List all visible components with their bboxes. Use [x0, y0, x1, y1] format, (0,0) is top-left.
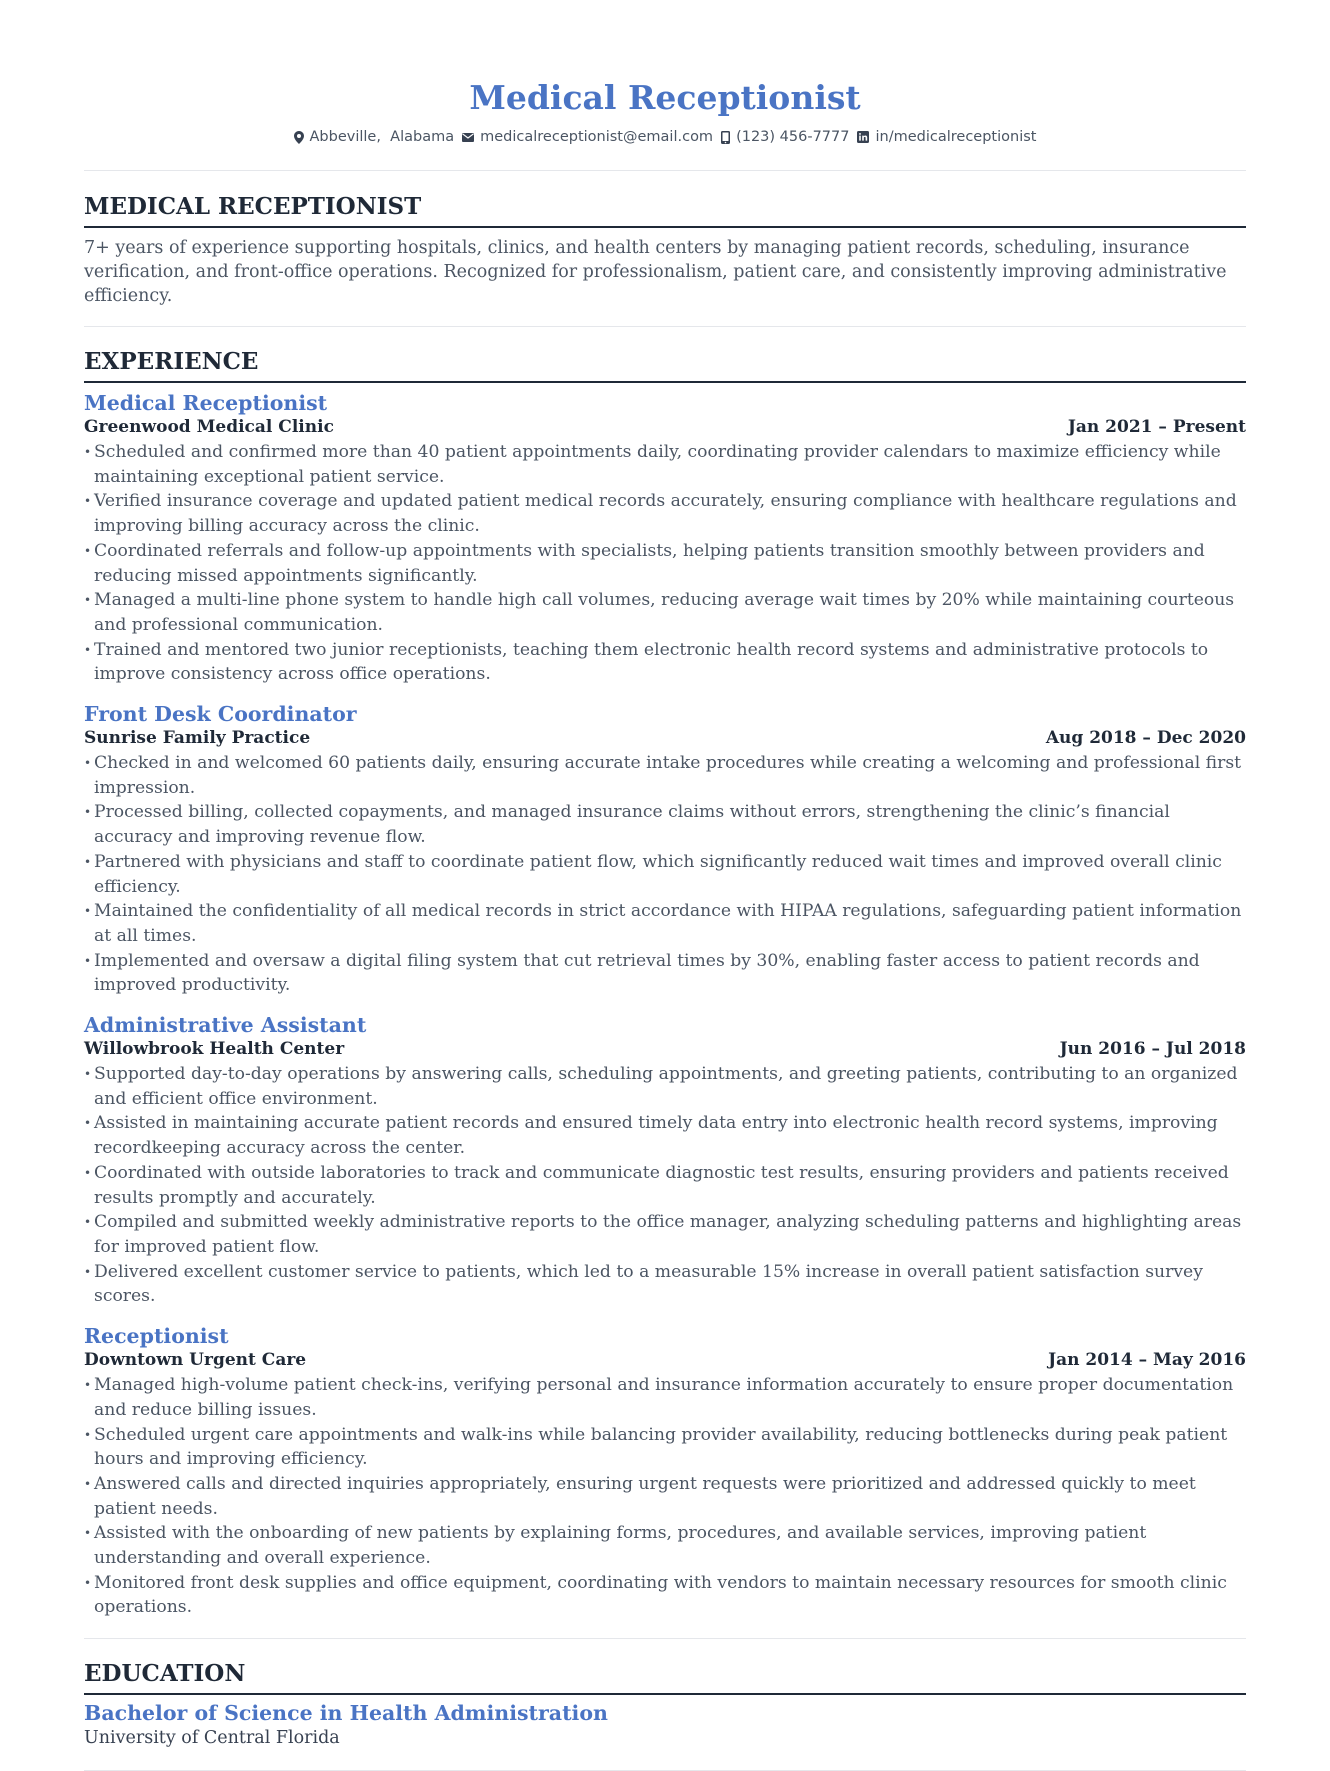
job-company: Sunrise Family Practice [84, 728, 311, 749]
list-item: • Managed a multi-line phone system to handle high call volumes, reducing average wait times by 20% while maintaining courteous and professional communication. [84, 588, 1246, 637]
list-item: • Verified insurance coverage and updated patient medical records accurately, ensuring compliance with healthcare regulations and improving billing accuracy across the clinic. [84, 489, 1246, 538]
linkedin-icon [857, 131, 869, 143]
job-bullets [84, 751, 1246, 998]
job-company: Willowbrook Health Center [84, 1039, 345, 1060]
summary-heading: MEDICAL RECEPTIONIST [84, 192, 1246, 228]
summary-text: 7+ years of experience supporting hospitals, clinics, and health centers by managing patient records, scheduling, insurance verification, and front-office operations. Recognized for professionalism, patient care, and consistently improving administrative efficiency. [84, 238, 1227, 306]
location-text: Abbeville, Alabama [309, 129, 455, 145]
job-company: Greenwood Medical Clinic [84, 417, 334, 437]
list-item: • Scheduled and confirmed more than 40 patient appointments daily, coordinating provider calendars to maximize efficiency while maintaining exceptional patient service. [84, 440, 1246, 489]
contact-linkedin[interactable] [857, 129, 1036, 145]
mobile-phone-icon [721, 131, 730, 144]
job-bullets [84, 1373, 1246, 1620]
location-pin-icon [294, 131, 304, 144]
experience-divider [84, 1638, 1246, 1639]
job-entry [84, 1323, 1246, 1620]
job-meta [84, 1038, 1246, 1060]
linkedin-text: in/medicalreceptionist [875, 129, 1037, 145]
experience-section [84, 347, 1246, 1620]
list-item: • Maintained the confidentiality of all medical records in strict accordance with HIPAA regulations, safeguarding patient information at all times. [84, 899, 1246, 948]
list-item: • Scheduled urgent care appointments and walk-ins while balancing provider availability, reducing bottlenecks during peak patient hours and improving efficiency. [84, 1423, 1246, 1472]
list-item: • Processed billing, collected copayments, and managed insurance claims without errors, strengthening the clinic’s financial accuracy and improving revenue flow. [84, 800, 1246, 849]
job-bullets [84, 1062, 1246, 1309]
school-name: University of Central Florida [84, 1728, 340, 1749]
email-text: medicalreceptionist@email.com [480, 129, 714, 145]
summary-section [84, 192, 1246, 308]
job-dates: Jan 2021 – Present [1067, 417, 1246, 437]
job-meta [84, 727, 1246, 749]
list-item: • Partnered with physicians and staff to coordinate patient flow, which significantly reduced wait times and improved overall clinic efficiency. [84, 850, 1246, 899]
job-title: Medical Receptionist [84, 391, 328, 415]
list-item: • Supported day-to-day operations by answering calls, scheduling appointments, and greeting patients, contributing to an organized and efficient office environment. [84, 1062, 1246, 1111]
list-item: • Trained and mentored two junior receptionists, teaching them electronic health record systems and administrative protocols to improve consistency across office operations. [84, 638, 1246, 687]
contact-phone[interactable] [721, 129, 849, 145]
degree-title: Bachelor of Science in Health Administration [84, 1701, 608, 1726]
education-heading: EDUCATION [84, 1659, 1246, 1695]
header-divider [84, 170, 1246, 171]
list-item: • Coordinated referrals and follow-up appointments with specialists, helping patients transition smoothly between providers and reducing missed appointments significantly. [84, 539, 1246, 588]
job-title: Administrative Assistant [84, 1013, 367, 1038]
list-item: • Compiled and submitted weekly administrative reports to the office manager, analyzing scheduling patterns and highlighting areas for improved patient flow. [84, 1210, 1246, 1259]
summary-divider [84, 326, 1246, 327]
job-entry [84, 701, 1246, 998]
list-item: • Managed high-volume patient check-ins, verifying personal and insurance information accurately to ensure proper documentation and reduce billing issues. [84, 1373, 1246, 1422]
job-dates: Aug 2018 – Dec 2020 [1045, 728, 1246, 749]
list-item: • Monitored front desk supplies and office equipment, coordinating with vendors to maintain necessary resources for smooth clinic operations. [84, 1571, 1246, 1620]
contact-row [84, 129, 1246, 145]
job-meta [84, 1349, 1246, 1371]
job-dates: Jan 2014 – May 2016 [1048, 1350, 1246, 1371]
list-item: • Assisted with the onboarding of new patients by explaining forms, procedures, and available services, improving patient understanding and overall experience. [84, 1521, 1246, 1570]
contact-email[interactable] [462, 129, 713, 145]
job-dates: Jun 2016 – Jul 2018 [1059, 1039, 1246, 1060]
job-title: Front Desk Coordinator [84, 702, 357, 727]
job-entry [84, 390, 1246, 687]
envelope-icon [462, 133, 474, 142]
job-bullets [84, 440, 1246, 687]
list-item: • Answered calls and directed inquiries appropriately, ensuring urgent requests were prioritized and addressed quickly to meet patient needs. [84, 1472, 1246, 1521]
list-item: • Checked in and welcomed 60 patients daily, ensuring accurate intake procedures while creating a welcoming and professional first impression. [84, 751, 1246, 800]
phone-text: (123) 456-7777 [736, 129, 850, 145]
job-meta [84, 416, 1246, 438]
list-item: • Implemented and oversaw a digital filing system that cut retrieval times by 30%, enabling faster access to patient records and improved productivity. [84, 949, 1246, 998]
education-section [84, 1659, 1246, 1750]
resume-name: Medical Receptionist [469, 78, 861, 117]
experience-heading: EXPERIENCE [84, 347, 1246, 383]
list-item: • Coordinated with outside laboratories to track and communicate diagnostic test results, ensuring providers and patients received results promptly and accurately. [84, 1161, 1246, 1210]
list-item: • Delivered excellent customer service to patients, which led to a measurable 15% increase in overall patient satisfaction survey scores. [84, 1260, 1246, 1309]
job-title: Receptionist [84, 1324, 229, 1349]
contact-location [294, 129, 455, 145]
job-entry [84, 1012, 1246, 1309]
job-company: Downtown Urgent Care [84, 1350, 307, 1371]
list-item: • Assisted in maintaining accurate patient records and ensured timely data entry into electronic health record systems, improving recordkeeping accuracy across the center. [84, 1111, 1246, 1160]
